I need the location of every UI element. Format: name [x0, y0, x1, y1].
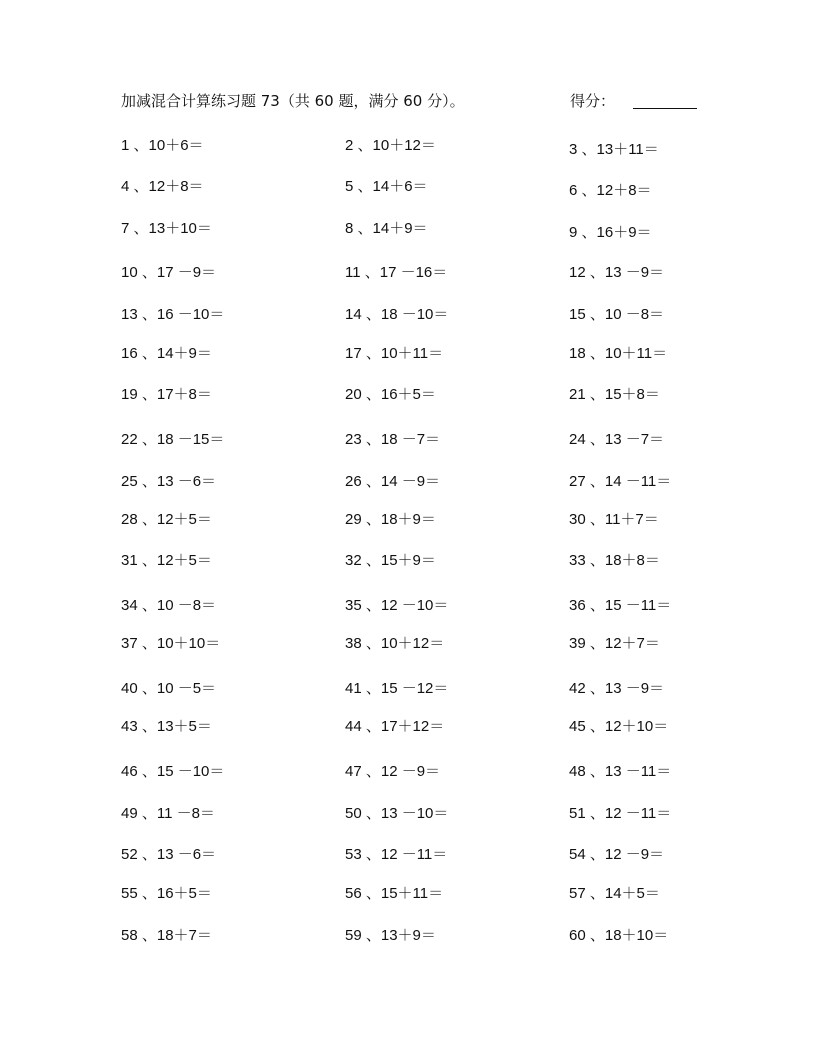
problem-item: 11 、17 －16＝: [345, 264, 448, 281]
problem-item: 25 、13 －6＝: [121, 473, 217, 490]
problem-item: 58 、18＋7＝: [121, 927, 212, 944]
problem-item: 30 、11＋7＝: [569, 511, 659, 528]
problem-item: 17 、10＋11＝: [345, 345, 444, 362]
problem-item: 9 、16＋9＝: [569, 224, 652, 241]
problem-item: 41 、15 －12＝: [345, 680, 449, 697]
problem-item: 26 、14 －9＝: [345, 473, 441, 490]
problem-item: 18 、10＋11＝: [569, 345, 668, 362]
problem-item: 13 、16 －10＝: [121, 306, 225, 323]
score-label: 得分：: [570, 92, 616, 110]
problem-item: 22 、18 －15＝: [121, 431, 225, 448]
problem-item: 46 、15 －10＝: [121, 763, 225, 780]
problem-item: 55 、16＋5＝: [121, 885, 212, 902]
problem-item: 50 、13 －10＝: [345, 805, 449, 822]
problem-item: 59 、13＋9＝: [345, 927, 436, 944]
problem-item: 23 、18 －7＝: [345, 431, 441, 448]
problem-item: 12 、13 －9＝: [569, 264, 665, 281]
problem-item: 36 、15 －11＝: [569, 597, 672, 614]
problem-item: 49 、11 －8＝: [121, 805, 215, 822]
worksheet-title: 加减混合计算练习题 73（共 60 题，满分 60 分）。: [121, 92, 465, 110]
problem-item: 6 、12＋8＝: [569, 182, 652, 199]
problem-item: 48 、13 －11＝: [569, 763, 672, 780]
problem-item: 10 、17 －9＝: [121, 264, 217, 281]
problem-item: 33 、18＋8＝: [569, 552, 660, 569]
problem-item: 53 、12 －11＝: [345, 846, 448, 863]
problem-item: 39 、12＋7＝: [569, 635, 660, 652]
problem-item: 8 、14＋9＝: [345, 220, 428, 237]
problem-item: 43 、13＋5＝: [121, 718, 212, 735]
problem-item: 20 、16＋5＝: [345, 386, 436, 403]
problem-item: 60 、18＋10＝: [569, 927, 669, 944]
problem-item: 29 、18＋9＝: [345, 511, 436, 528]
problem-item: 2 、10＋12＝: [345, 137, 436, 154]
problem-item: 5 、14＋6＝: [345, 178, 428, 195]
problem-item: 1 、10＋6＝: [121, 137, 204, 154]
problem-item: 42 、13 －9＝: [569, 680, 665, 697]
problem-item: 38 、10＋12＝: [345, 635, 445, 652]
problem-item: 24 、13 －7＝: [569, 431, 665, 448]
worksheet-header: [121, 90, 721, 114]
problem-item: 47 、12 －9＝: [345, 763, 441, 780]
problem-item: 54 、12 －9＝: [569, 846, 665, 863]
problem-item: 40 、10 －5＝: [121, 680, 217, 697]
problem-item: 52 、13 －6＝: [121, 846, 217, 863]
problem-item: 21 、15＋8＝: [569, 386, 660, 403]
problem-item: 37 、10＋10＝: [121, 635, 221, 652]
problem-item: 51 、12 －11＝: [569, 805, 672, 822]
problem-item: 15 、10 －8＝: [569, 306, 665, 323]
problem-item: 19 、17＋8＝: [121, 386, 212, 403]
score-blank-line: [633, 90, 697, 109]
problem-item: 28 、12＋5＝: [121, 511, 212, 528]
problem-item: 57 、14＋5＝: [569, 885, 660, 902]
problem-item: 4 、12＋8＝: [121, 178, 204, 195]
problem-item: 7 、13＋10＝: [121, 220, 212, 237]
problem-item: 32 、15＋9＝: [345, 552, 436, 569]
problem-item: 27 、14 －11＝: [569, 473, 672, 490]
problem-item: 16 、14＋9＝: [121, 345, 212, 362]
problem-item: 34 、10 －8＝: [121, 597, 217, 614]
problem-item: 14 、18 －10＝: [345, 306, 449, 323]
problem-item: 35 、12 －10＝: [345, 597, 449, 614]
problem-item: 45 、12＋10＝: [569, 718, 669, 735]
problem-item: 44 、17＋12＝: [345, 718, 445, 735]
problem-item: 31 、12＋5＝: [121, 552, 212, 569]
problem-item: 56 、15＋11＝: [345, 885, 444, 902]
problem-item: 3 、13＋11＝: [569, 141, 659, 158]
